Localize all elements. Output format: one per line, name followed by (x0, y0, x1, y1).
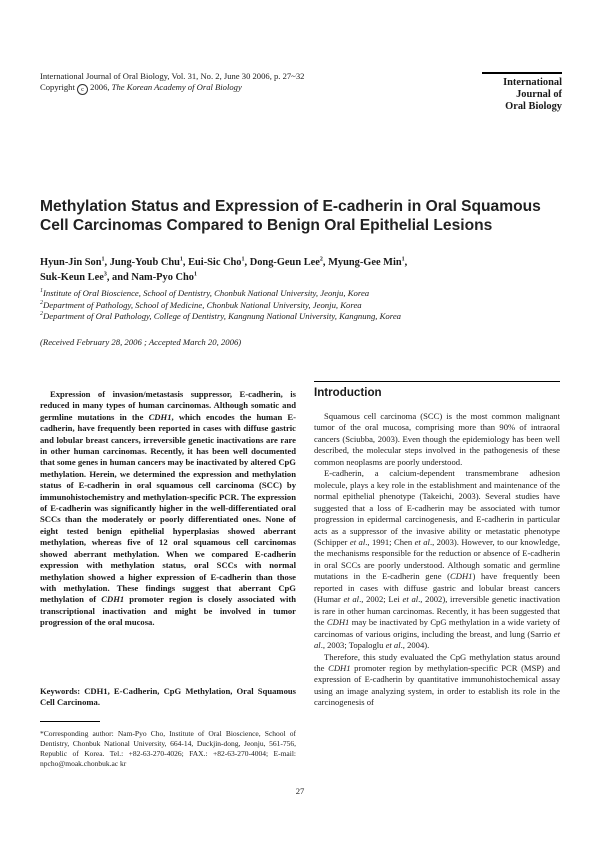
author-affiliation-mark: 1 (179, 256, 183, 263)
abstract (40, 389, 296, 629)
author-name: Nam-Pyo Cho (131, 272, 194, 283)
received-dates: (Received February 28, 2006 ; Accepted March 20, 2006) (40, 337, 242, 347)
affiliations (40, 288, 560, 323)
affiliation-mark: 2 (40, 299, 43, 306)
article-title: Methylation Status and Expression of E-cadherin in Oral Squamous Cell Carcinomas Compared to Benign Oral Epithelial Lesions (40, 198, 541, 234)
brand-line: Oral Biology (505, 101, 562, 112)
abstract-text: promoter region is closely associated with transcriptional inactivation and might be involved in tumor progression of the oral mucosa. (40, 594, 296, 628)
abstract-text: , which encodes the human E-cadherin, have frequently been reported in cases with diffuse gastric and lobular breast cancers, irreversible genetic inactivations are rare in other human carcinomas. Recently, it has been well documented that some genes in human cancers may be inactivated by altered CpG methylation. Herein, we determined the expression and methylation status of E-cadherin in oral squamous cell carcinoma (SCC) by immunohistochemistry and methylation-specific PCR. The expression of E-cadherin was significantly higher in the well-differentiated oral SCCs than the moderately or poorly differentiated ones. None of eight tested benign epithelial hyperplasias showed aberrant methylation, whereas five of 12 oral squamous cell carcinomas showed aberrant methylation. When we compared E-cadherin expression with methylation status, oral SCCs with normal methylation showed a higher expression of E-cadherin than those with methylation. These findings suggest that aberrant CpG methylation of (40, 411, 297, 605)
author-name: Suk-Keun Lee (40, 272, 104, 283)
author-affiliation-mark: 2 (319, 256, 323, 263)
affiliation (40, 311, 560, 323)
author-name: Myung-Gee Min (328, 257, 402, 268)
abstract-text: Expression of invasion/metastasis suppressor, E-cadherin, is reduced in many types of human carcinomas. Although somatic and germline mutations in the (40, 389, 296, 422)
page-number: 27 (295, 786, 305, 796)
affiliation-mark: 2 (40, 311, 43, 318)
copyright-label: Copyright (40, 82, 75, 92)
affiliation (40, 288, 560, 300)
section-heading: Introduction (314, 386, 382, 399)
section-divider (314, 381, 560, 382)
copyright-year: 2006, (90, 82, 110, 92)
author-name: Dong-Geun Lee (249, 257, 320, 268)
affiliation-mark: 1 (40, 288, 43, 295)
affiliation-text: Department of Pathology, School of Medicine, Chonbuk National University, Jeonju, Korea (43, 299, 362, 310)
paragraph: E-cadherin, a calcium-dependent transmembrane adhesion molecule, plays a key role in the establishment and maintenance of the normal epithelial phenotype (Takeichi, 2003). Several studies have suggested that a loss of E-cadherin may be associated with tumor progression in epidermal carcinogenesis, and E-cadherin in particular acts as a suppressor of the invasive ability or metastatic phenotype (Schipper et al., 1991; Chen et al., 2003). However, to our knowledge, the mechanisms responsible for the reduction or absence of E-cadherin in oral SCCs are poorly understood. Although somatic and germline mutations in the E-cadherin gene (CDH1) have frequently been reported in cases with diffuse gastric and lobular breast cancers (Humar et al., 2002; Lei et al., 2002), irreversible genetic inactivation is rare in other human carcinomas. Recently, it has been suggested that the CDH1 may be inactivated by CpG methylation in a wide variety of carcinomas of various origins, including the breast, and lung (Sarrio et al., 2003; Topaloglu et al., 2004). (314, 468, 561, 651)
gene-name: CDH1 (101, 594, 125, 605)
affiliation (40, 300, 560, 312)
gene-name: CDH1 (148, 411, 172, 422)
author-affiliation-mark: 1 (194, 271, 197, 278)
keywords: Keywords: CDH1, E-Cadherin, CpG Methylation, Oral Squamous Cell Carcinoma. (40, 686, 296, 708)
author-affiliation-mark: 3 (103, 271, 107, 278)
author-name: Jung-Youb Chu (109, 257, 180, 268)
author-list: Hyun-Jin Son$^1$, Jung-Youb Chu$^1$, Eui-Sic Cho$^1$, Dong-Geun Lee$^2$, Myung-Gee Min$^1$, Suk-Keun Lee$^3$, and Nam-Pyo Cho$^1$ (40, 256, 408, 283)
journal-brand (482, 72, 562, 113)
copyright-holder: The Korean Academy of Oral Biology (111, 82, 242, 92)
footnote-divider (40, 721, 100, 722)
copyright-line (40, 82, 242, 95)
paragraph: Therefore, this study evaluated the CpG methylation status around the CDH1 promoter region by methylation-specific PCR (MSP) and expression of E-cadherin by quantitative immunohistochemical assay using an image analyzing system, in order to establish its role in the carcinogenesis of (314, 651, 560, 708)
introduction-body (314, 411, 560, 709)
brand-line: Journal of (516, 89, 562, 100)
affiliation-text: Department of Oral Pathology, College of Dentistry, Kangnung National University, Kangnung, Korea (43, 311, 402, 321)
journal-citation: International Journal of Oral Biology, Vol. 31, No. 2, June 30 2006, p. 27~32 (40, 71, 305, 81)
author-name: Eui-Sic Cho (188, 257, 242, 268)
affiliation-text: Institute of Oral Bioscience, School of Dentistry, Chonbuk National University, Jeonju, Korea (43, 288, 370, 298)
author-affiliation-mark: 1 (401, 256, 405, 263)
corresponding-author-footnote: *Corresponding author: Nam-Pyo Cho, Institute of Oral Bioscience, School of Dentistry, Chonbuk National University, 664-14, Duckjin-dong, Jeonju, 561-756, Republic of Korea. Tel.: +82-63-270-4026; FAX.: +82-63-270-4004; E-mail: npcho@moak.chonbuk.ac kr (40, 729, 296, 768)
author-affiliation-mark: 1 (241, 256, 245, 263)
brand-line: International (503, 77, 562, 88)
copyright-symbol: c (77, 84, 88, 95)
author-name: Hyun-Jin Son (40, 257, 102, 268)
paragraph: Squamous cell carcinoma (SCC) is the most common malignant tumor of the oral mucosa, comprising more than 90% of intraoral cancers (Sciubba, 2003). Even though the epidemiology has been well described, the molecular steps involved in the pathogenesis of these common neoplasms are poorly understood. (314, 411, 560, 467)
author-affiliation-mark: 1 (101, 256, 105, 263)
